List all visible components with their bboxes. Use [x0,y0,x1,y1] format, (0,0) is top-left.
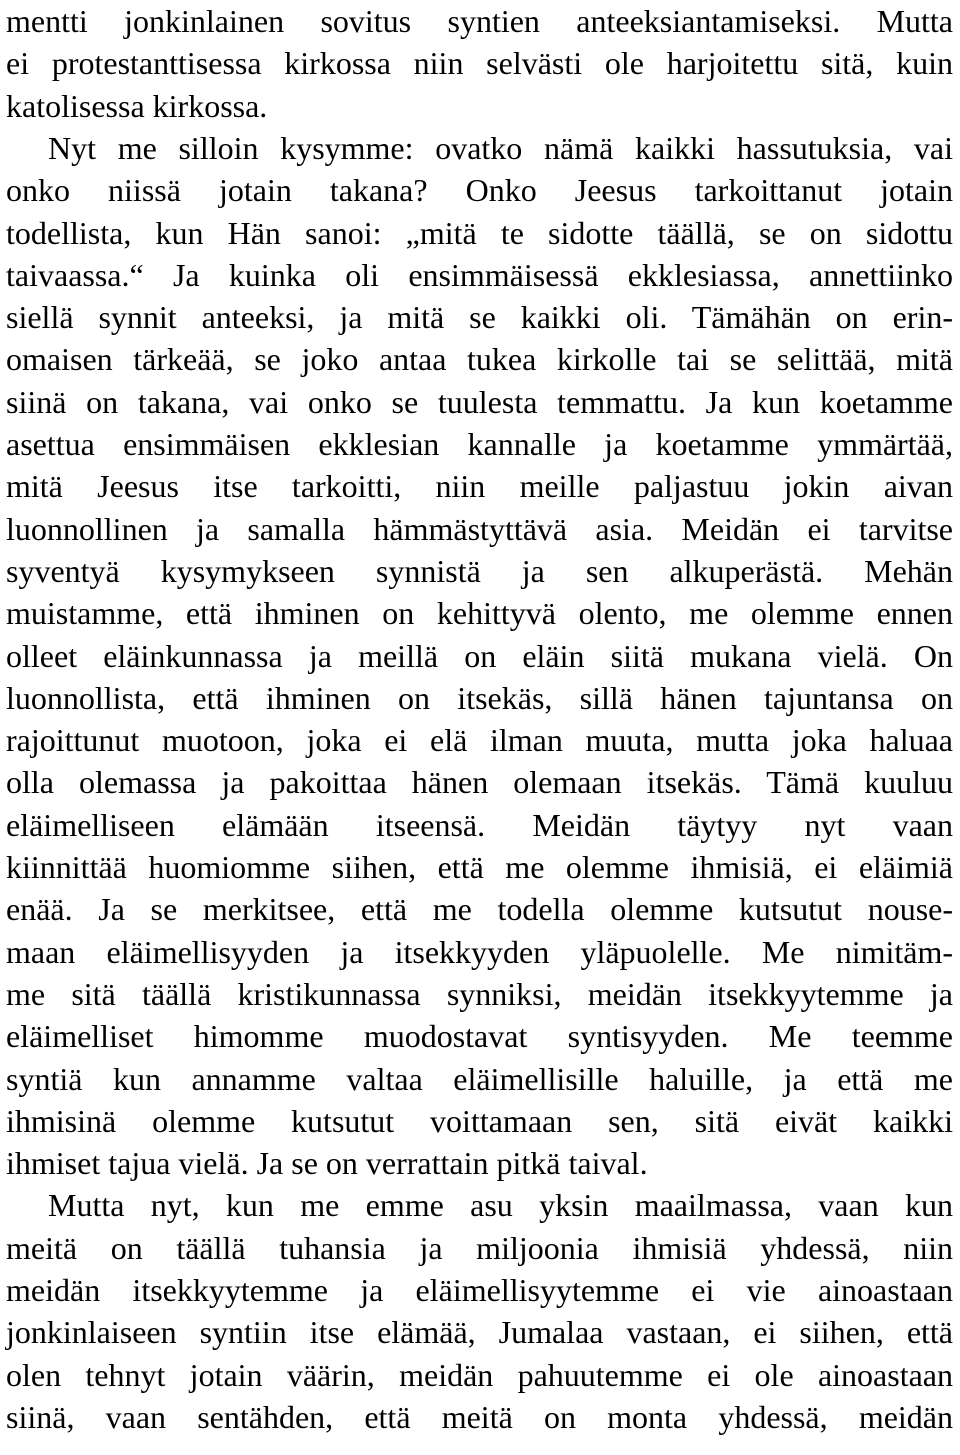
text-line: olen tehnyt jotain väärin, meidän pahuutemme ei ole ainoastaan [6,1356,953,1393]
text-line: omaisen tärkeää, se joko antaa tukea kirkolle tai se selittää, mitä [6,341,953,378]
text-line: olla olemassa ja pakoittaa hänen olemaan itsekäs. Tämä kuuluu [6,764,953,801]
text-line: taivaassa.“ Ja kuinka oli ensimmäisessä ekklesiassa, annettiinko [6,256,953,293]
text-line: meitä on täällä tuhansia ja miljoonia ihmisiä yhdessä, niin [6,1229,953,1266]
text-line: jonkinlaiseen syntiin itse elämää, Jumalaa vastaan, ei siihen, että [6,1314,953,1351]
text-line: todellista, kun Hän sanoi: „mitä te sidotte täällä, se on sidottu [6,214,953,251]
text-line: mitä Jeesus itse tarkoitti, niin meille paljastuu jokin aivan [6,468,953,505]
text-line: siinä on takana, vai onko se tuulesta temmattu. Ja kun koetamme [6,383,953,420]
text-line: muistamme, että ihminen on kehittyvä olento, me olemme ennen [6,595,953,632]
text-line: mentti jonkinlainen sovitus syntien anteeksiantamiseksi. Mutta [6,3,953,39]
text-line: enää. Ja se merkitsee, että me todella olemme kutsutut nouse- [6,891,953,928]
text-line: maan eläimellisyyden ja itsekkyyden yläpuolelle. Me nimitäm- [6,933,953,970]
text-line: ei protestanttisessa kirkossa niin selvästi ole harjoitettu sitä, kuin [6,45,953,82]
text-line: Nyt me silloin kysymme: ovatko nämä kaikki hassutuksia, vai [48,129,953,166]
text-line: asettua ensimmäisen ekklesian kannalle ja koetamme ymmärtää, [6,426,953,462]
text-line: eläimelliseen elämään itseensä. Meidän täytyy nyt vaan [6,806,953,843]
text-line: olleet eläinkunnassa ja meillä on eläin siitä mukana vielä. On [6,637,953,674]
text-line: onko niissä jotain takana? Onko Jeesus tarkoittanut jotain [6,172,953,209]
text-line: katolisessa kirkossa. [6,87,268,124]
text-line: ihmiset tajua vielä. Ja se on verrattain pitkä taival. [6,1145,648,1182]
text-line: syntiä kun annamme valtaa eläimellisille haluille, ja että me [6,1060,953,1097]
text-line: Mutta nyt, kun me emme asu yksin maailmassa, vaan kun [48,1187,953,1224]
text-line: rajoittunut muotoon, joka ei elä ilman muuta, mutta joka haluaa [6,722,953,759]
text-line: meidän itsekkyytemme ja eläimellisyytemme ei vie ainoastaan [6,1272,953,1308]
text-line: siellä synnit anteeksi, ja mitä se kaikki oli. Tämähän on erin- [6,299,953,336]
text-line: kiinnittää huomiomme siihen, että me olemme ihmisiä, ei eläimiä [6,849,953,885]
text-line: eläimelliset himomme muodostavat syntisyyden. Me teemme [6,1018,953,1055]
text-line: me sitä täällä kristikunnassa synniksi, meidän itsekkyytemme ja [6,975,953,1012]
text-line: siinä, vaan sentähden, että meitä on monta yhdessä, meidän [6,1398,953,1435]
text-line: syventyä kysymykseen synnistä ja sen alkuperästä. Mehän [6,552,953,589]
text-line: luonnollinen ja samalla hämmästyttävä asia. Meidän ei tarvitse [6,510,953,547]
text-line: ihmisinä olemme kutsutut voittamaan sen, sitä eivät kaikki [6,1102,953,1139]
text-line: luonnollista, että ihminen on itsekäs, sillä hänen tajuntansa on [6,679,953,716]
